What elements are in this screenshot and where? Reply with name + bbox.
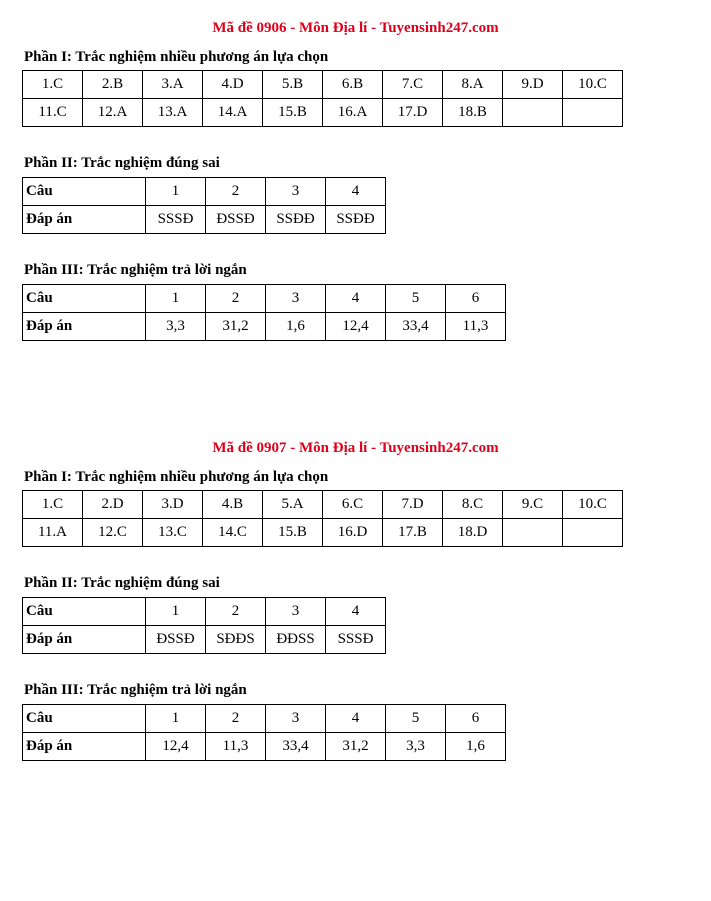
question-cell: 1	[146, 178, 206, 206]
answer-cell: 13.A	[143, 99, 203, 127]
question-cell: 1	[146, 705, 206, 733]
answer-cell: SSSĐ	[326, 626, 386, 654]
question-cell: 2	[206, 285, 266, 313]
answer-cell: 8.A	[443, 71, 503, 99]
row-label-question: Câu	[23, 705, 146, 733]
answer-cell: 14.A	[203, 99, 263, 127]
part2-answer-table	[22, 177, 386, 234]
answer-cell: 5.B	[263, 71, 323, 99]
answer-cell: 3.D	[143, 491, 203, 519]
answer-cell: ĐSSĐ	[146, 626, 206, 654]
answer-cell	[503, 519, 563, 547]
answer-cell: 18.B	[443, 99, 503, 127]
question-cell: 3	[266, 178, 326, 206]
answer-cell: 33,4	[386, 313, 446, 341]
question-cell: 4	[326, 285, 386, 313]
table-row	[23, 71, 623, 99]
answer-cell: 1.C	[23, 491, 83, 519]
exam-title: Mã đề 0906 - Môn Địa lí - Tuyensinh247.com	[212, 20, 499, 36]
question-cell: 3	[266, 285, 326, 313]
part3-answer-table	[22, 284, 506, 341]
table-row	[23, 491, 623, 519]
part2-heading: Phần II: Trắc nghiệm đúng sai	[24, 575, 220, 591]
answer-cell: 10.C	[563, 71, 623, 99]
answer-cell: 1,6	[266, 313, 326, 341]
question-cell: 4	[326, 705, 386, 733]
part1-heading: Phần I: Trắc nghiệm nhiều phương án lựa chọn	[24, 469, 329, 485]
answer-cell	[563, 99, 623, 127]
part2-heading: Phần II: Trắc nghiệm đúng sai	[24, 155, 220, 171]
part3-answer-table	[22, 704, 506, 761]
table-row	[23, 626, 386, 654]
answer-cell: 3,3	[146, 313, 206, 341]
table-row	[23, 733, 506, 761]
answer-cell: 12.A	[83, 99, 143, 127]
answer-cell: SĐĐS	[206, 626, 266, 654]
answer-cell: 17.B	[383, 519, 443, 547]
question-cell: 2	[206, 705, 266, 733]
table-row	[23, 178, 386, 206]
answer-cell: 14.C	[203, 519, 263, 547]
answer-cell: SSSĐ	[146, 206, 206, 234]
question-cell: 6	[446, 705, 506, 733]
question-cell: 2	[206, 178, 266, 206]
question-cell: 4	[326, 598, 386, 626]
answer-cell: 16.D	[323, 519, 383, 547]
question-cell: 4	[326, 178, 386, 206]
exam-block-0906	[0, 18, 711, 341]
answer-cell: 11,3	[446, 313, 506, 341]
answer-cell: 10.C	[563, 491, 623, 519]
answer-cell: 2.D	[83, 491, 143, 519]
answer-cell: 2.B	[83, 71, 143, 99]
table-row	[23, 313, 506, 341]
part3-heading: Phần III: Trắc nghiệm trả lời ngắn	[24, 262, 247, 278]
part2-answer-table	[22, 597, 386, 654]
answer-cell: 12.C	[83, 519, 143, 547]
answer-cell: SSĐĐ	[266, 206, 326, 234]
answer-cell: 6.C	[323, 491, 383, 519]
row-label-answer: Đáp án	[23, 313, 146, 341]
answer-cell: 12,4	[146, 733, 206, 761]
answer-cell: 16.A	[323, 99, 383, 127]
answer-cell: 13.C	[143, 519, 203, 547]
row-label-answer: Đáp án	[23, 206, 146, 234]
answer-cell: 12,4	[326, 313, 386, 341]
question-cell: 1	[146, 598, 206, 626]
answer-cell: 11,3	[206, 733, 266, 761]
answer-cell: 31,2	[326, 733, 386, 761]
exam-block-0907	[0, 438, 711, 761]
answer-cell: 17.D	[383, 99, 443, 127]
part1-answer-table	[22, 490, 623, 547]
answer-cell: 15.B	[263, 99, 323, 127]
answer-cell: 3,3	[386, 733, 446, 761]
answer-cell: 7.D	[383, 491, 443, 519]
row-label-question: Câu	[23, 285, 146, 313]
answer-cell: 11.A	[23, 519, 83, 547]
answer-cell: SSĐĐ	[326, 206, 386, 234]
question-cell: 6	[446, 285, 506, 313]
part1-heading: Phần I: Trắc nghiệm nhiều phương án lựa chọn	[24, 49, 329, 65]
question-cell: 5	[386, 285, 446, 313]
question-cell: 5	[386, 705, 446, 733]
answer-cell: 1,6	[446, 733, 506, 761]
question-cell: 1	[146, 285, 206, 313]
answer-cell: 8.C	[443, 491, 503, 519]
answer-cell: 9.D	[503, 71, 563, 99]
answer-cell	[563, 519, 623, 547]
answer-cell: 33,4	[266, 733, 326, 761]
answer-cell: 15.B	[263, 519, 323, 547]
answer-cell: 5.A	[263, 491, 323, 519]
row-label-question: Câu	[23, 178, 146, 206]
table-row	[23, 206, 386, 234]
row-label-answer: Đáp án	[23, 733, 146, 761]
table-row	[23, 519, 623, 547]
question-cell: 3	[266, 598, 326, 626]
part1-answer-table	[22, 70, 623, 127]
answer-cell: ĐĐSS	[266, 626, 326, 654]
row-label-answer: Đáp án	[23, 626, 146, 654]
answer-cell: 1.C	[23, 71, 83, 99]
answer-cell: 11.C	[23, 99, 83, 127]
part3-heading: Phần III: Trắc nghiệm trả lời ngắn	[24, 682, 247, 698]
answer-cell: 7.C	[383, 71, 443, 99]
question-cell: 3	[266, 705, 326, 733]
table-row	[23, 285, 506, 313]
answer-cell: 31,2	[206, 313, 266, 341]
table-row	[23, 598, 386, 626]
answer-cell: 3.A	[143, 71, 203, 99]
question-cell: 2	[206, 598, 266, 626]
answer-cell: 18.D	[443, 519, 503, 547]
answer-cell	[503, 99, 563, 127]
row-label-question: Câu	[23, 598, 146, 626]
answer-cell: 9.C	[503, 491, 563, 519]
exam-title: Mã đề 0907 - Môn Địa lí - Tuyensinh247.com	[212, 440, 499, 456]
table-row	[23, 705, 506, 733]
answer-cell: 6.B	[323, 71, 383, 99]
answer-cell: 4.D	[203, 71, 263, 99]
table-row	[23, 99, 623, 127]
answer-cell: ĐSSĐ	[206, 206, 266, 234]
answer-cell: 4.B	[203, 491, 263, 519]
